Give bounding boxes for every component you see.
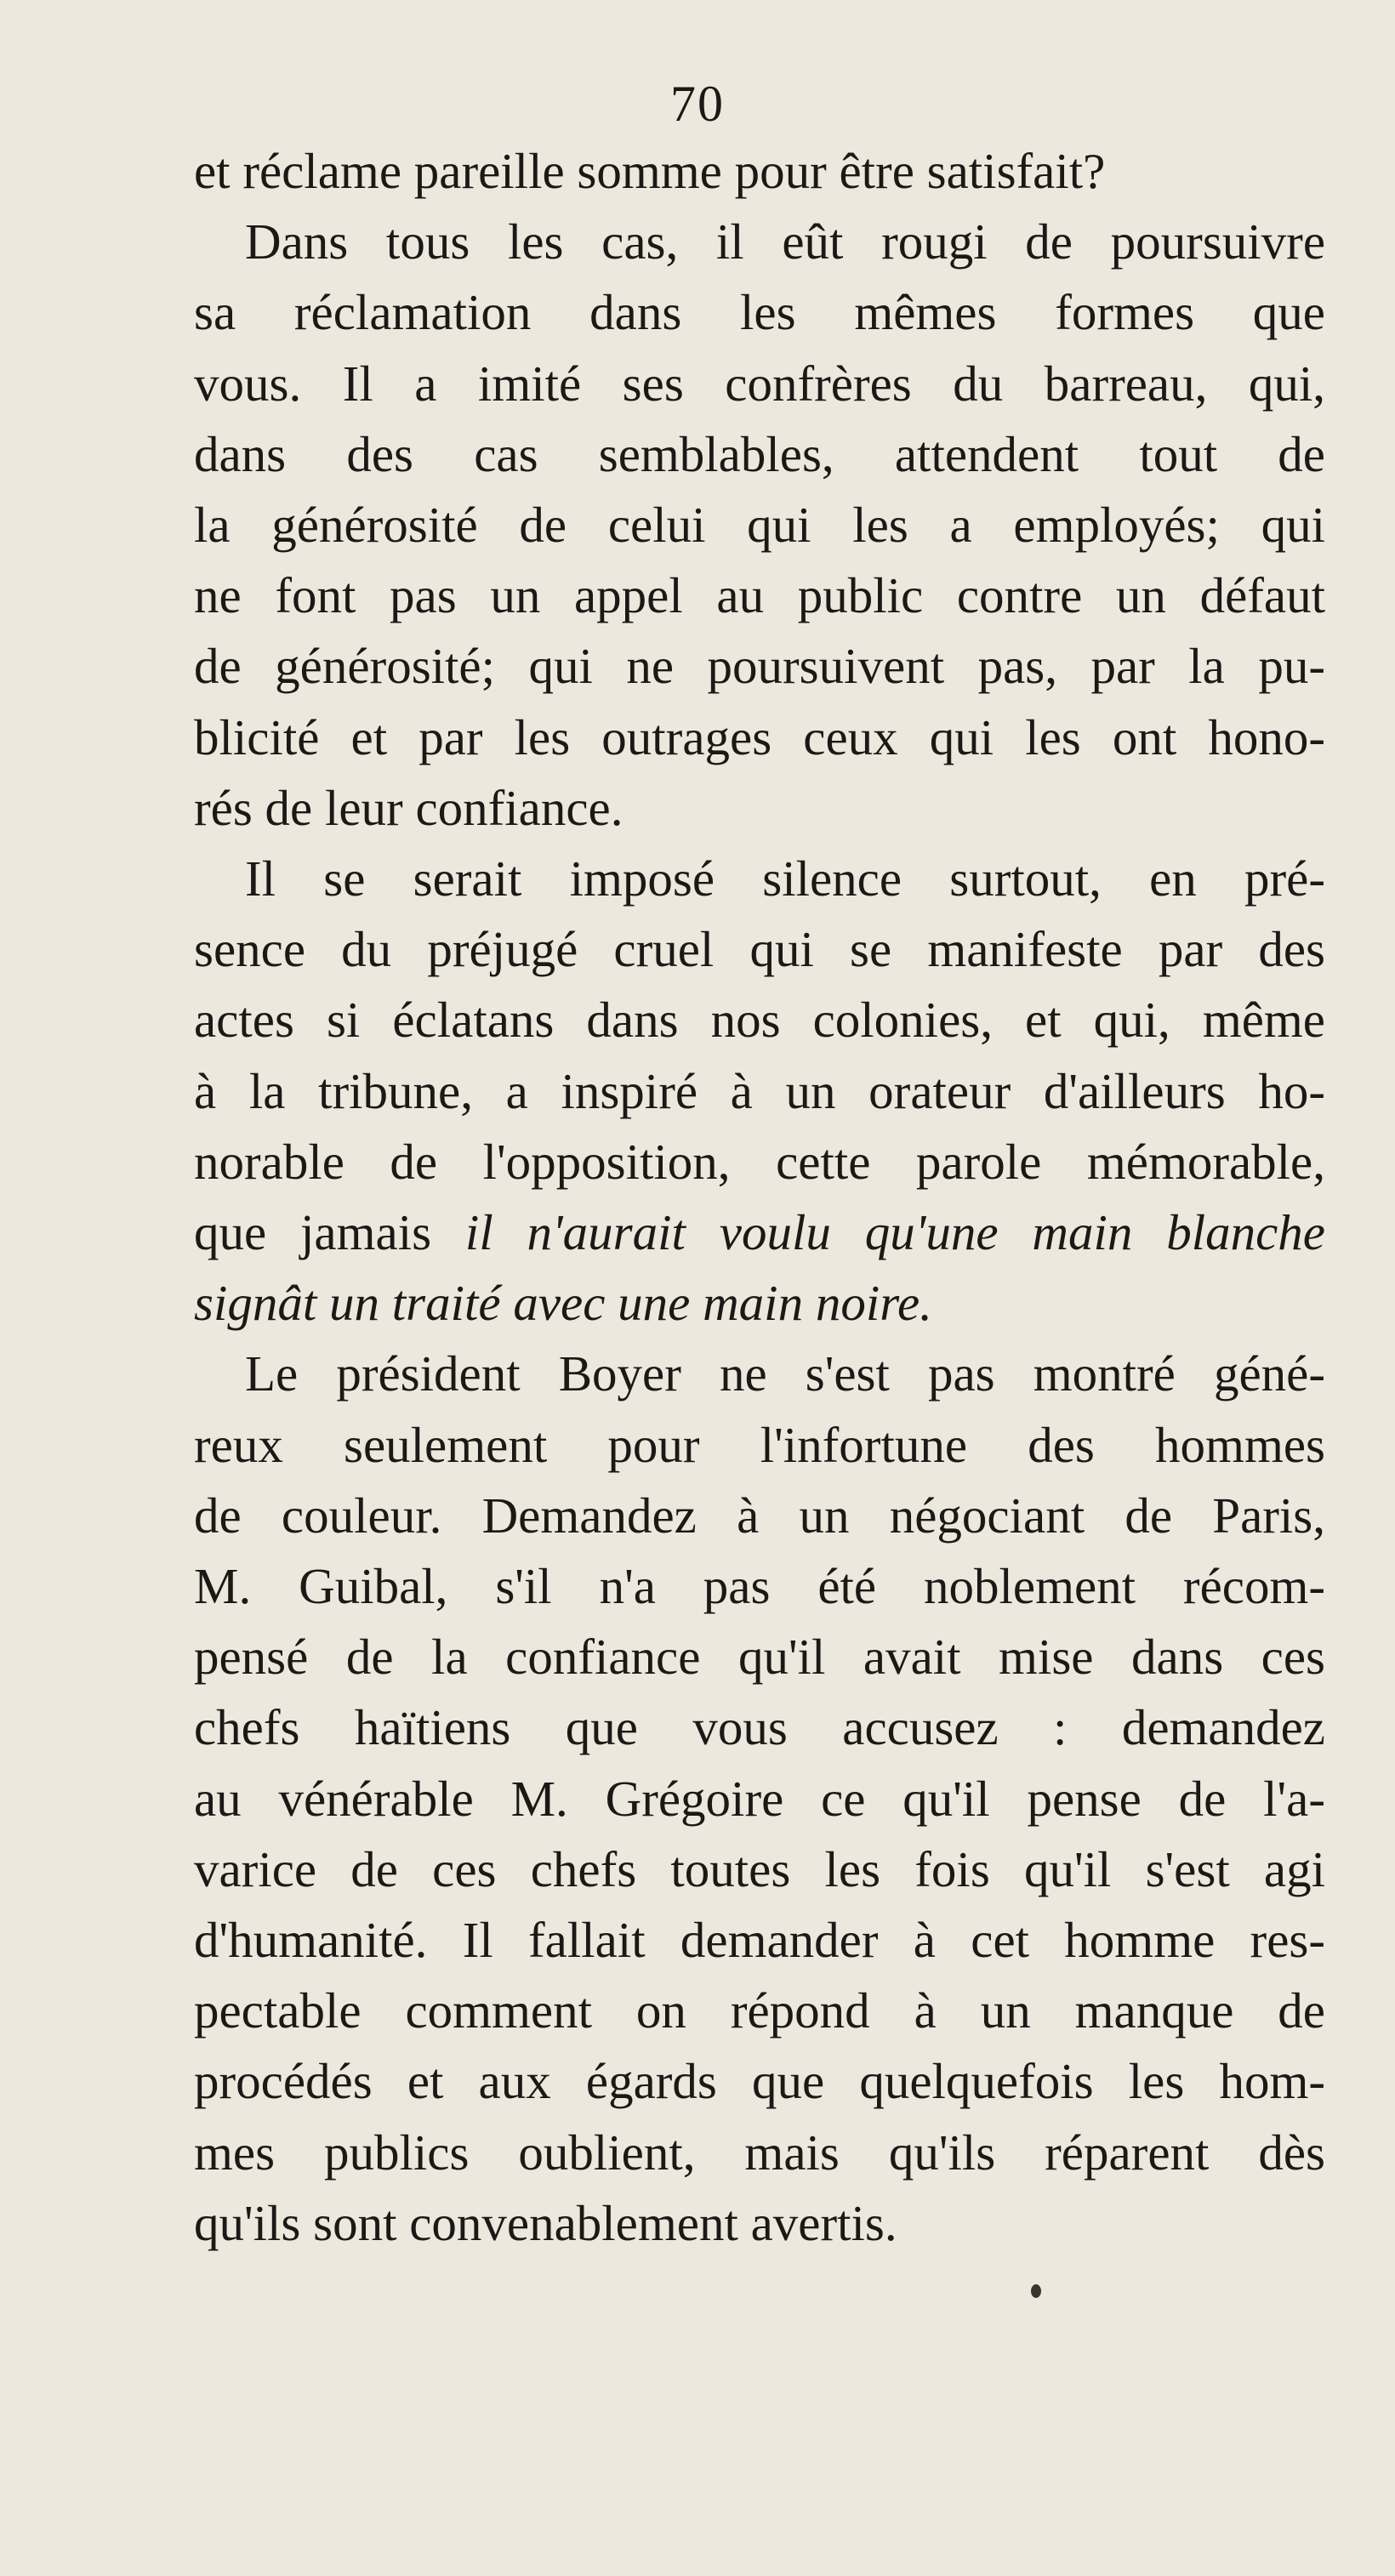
text-line: ne font pas un appel au public contre un défaut [194, 567, 1325, 624]
text-line: norable de l'opposition, cette parole mémorable, [194, 1133, 1325, 1190]
text-line: Il se serait imposé silence surtout, en pré- [245, 850, 1325, 907]
text-line: de couleur. Demandez à un négociant de Paris, [194, 1487, 1325, 1544]
paragraph-2 [194, 207, 1325, 844]
text-line: actes si éclatans dans nos colonies, et qui, même [194, 992, 1325, 1049]
text-line: M. Guibal, s'il n'a pas été noblement récom- [194, 1558, 1325, 1615]
paragraph-3 [194, 844, 1325, 1339]
page-number: 70 [670, 76, 725, 132]
text-line: sence du préjugé cruel qui se manifeste par des [194, 921, 1325, 978]
text-line: qu'ils sont convenablement avertis. [194, 2194, 897, 2251]
text-line: et réclame pareille somme pour être satisfait? [194, 143, 1106, 199]
text-line: rés de leur confiance. [194, 779, 623, 836]
text-line: à la tribune, a inspiré à un orateur d'ailleurs ho- [194, 1062, 1325, 1119]
ink-dot-mark [1031, 2284, 1041, 2298]
text-line: chefs haïtiens que vous accusez : demandez [194, 1699, 1325, 1756]
text-line: Le président Boyer ne s'est pas montré géné- [245, 1345, 1325, 1402]
text-line: vous. Il a imité ses confrères du barreau, qui, [194, 355, 1325, 412]
text-line: Dans tous les cas, il eût rougi de poursuivre [245, 213, 1325, 270]
paragraph-4 [194, 1339, 1325, 2259]
text-line: au vénérable M. Grégoire ce qu'il pense de l'a- [194, 1770, 1325, 1827]
text-line: procédés et aux égards que quelquefois les hom- [194, 2053, 1325, 2110]
italic-quote: signât un traité avec une main noire. [194, 1275, 932, 1332]
text-line: de générosité; qui ne poursuivent pas, par la pu- [194, 638, 1325, 695]
text-line: pectable comment on répond à un manque de [194, 1982, 1325, 2039]
italic-quote: il n'aurait voulu qu'une main blanche [464, 1204, 1325, 1261]
text-line: pensé de la confiance qu'il avait mise dans ces [194, 1629, 1325, 1686]
text-line: reux seulement pour l'infortune des hommes [194, 1416, 1325, 1473]
body-text [194, 136, 1325, 2259]
text-line: sa réclamation dans les mêmes formes que [194, 284, 1325, 341]
text-line: la générosité de celui qui les a employés; qui [194, 497, 1325, 554]
text-line: mes publics oublient, mais qu'ils réparent dès [194, 2124, 1325, 2181]
text-line-mixed [194, 1197, 1325, 1268]
paragraph-1 [194, 136, 1325, 207]
text-line: dans des cas semblables, attendent tout de [194, 425, 1325, 482]
text-fragment: que jamais [194, 1204, 465, 1261]
text-line: varice de ces chefs toutes les fois qu'il s'est agi [194, 1840, 1325, 1897]
text-line: blicité et par les outrages ceux qui les ont hono- [194, 708, 1325, 765]
text-line: d'humanité. Il fallait demander à cet homme res- [194, 1912, 1325, 1969]
